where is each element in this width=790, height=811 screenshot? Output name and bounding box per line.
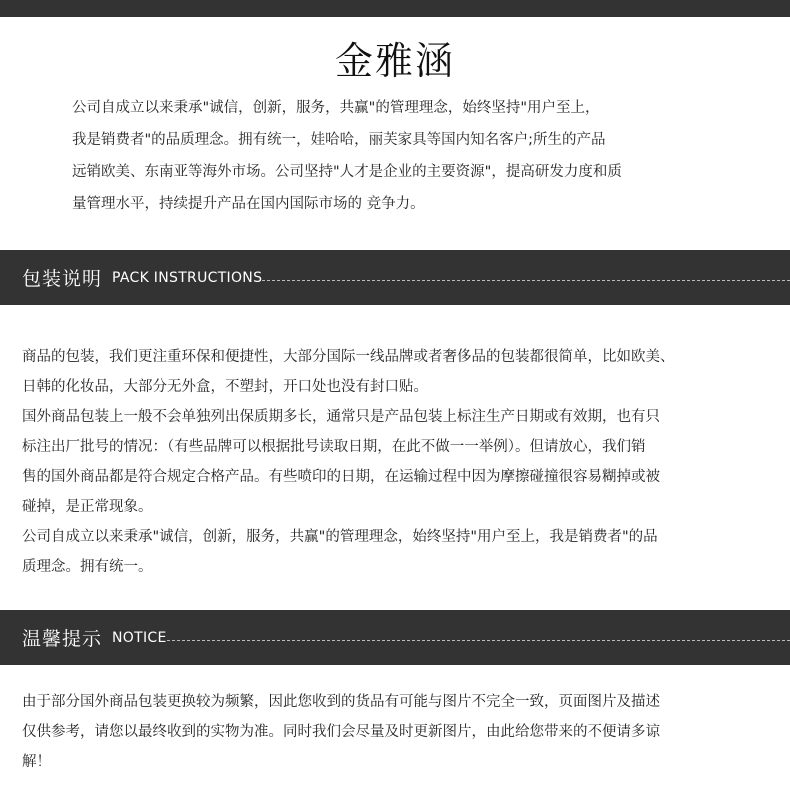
top-dark-bar xyxy=(0,0,790,17)
intro-line: 量管理水平，持续提升产品在国内国际市场的 竞争力。 xyxy=(72,196,425,212)
notice-body xyxy=(22,687,772,777)
intro-line: 远销欧美、东南亚等海外市场。公司坚持"人才是企业的主要资源"，提高研发力度和质 xyxy=(72,164,622,180)
notice-line: 解！ xyxy=(22,754,51,770)
pack-line: 质理念。拥有统一。 xyxy=(22,559,153,575)
notice-header xyxy=(0,610,790,665)
notice-title-en: NOTICE xyxy=(112,629,167,646)
header-dashed-divider xyxy=(167,640,790,641)
intro-line: 我是销费者"的品质理念。拥有统一，娃哈哈，丽芙家具等国内知名客户;所生的产品 xyxy=(72,132,606,148)
pack-line: 日韩的化妆品，大部分无外盒，不塑封，开口处也没有封口贴。 xyxy=(22,379,428,395)
pack-line: 碰掉，是正常现象。 xyxy=(22,499,153,515)
pack-line: 售的国外商品都是符合规定合格产品。有些喷印的日期，在运输过程中因为摩擦碰撞很容易糊掉或被 xyxy=(22,469,660,485)
pack-instructions-header xyxy=(0,250,790,305)
pack-instructions-body xyxy=(22,342,772,582)
pack-line: 公司自成立以来秉承"诚信，创新，服务，共赢"的管理理念，始终坚持"用户至上，我是销费者"的品 xyxy=(22,529,658,545)
pack-line: 国外商品包装上一般不会单独列出保质期多长，通常只是产品包装上标注生产日期或有效期，也有只 xyxy=(22,409,660,425)
pack-line: 标注出厂批号的情况：（有些品牌可以根据批号读取日期，在此不做一一举例）。但请放心，我们销 xyxy=(22,439,646,455)
intro-line: 公司自成立以来秉承"诚信，创新，服务，共赢"的管理理念，始终坚持"用户至上， xyxy=(72,100,600,116)
header-dashed-divider xyxy=(262,280,790,281)
notice-title-cn: 温馨提示 xyxy=(22,628,103,650)
pack-line: 商品的包装，我们更注重环保和便捷性，大部分国际一线品牌或者奢侈品的包装都很简单，比如欧美、 xyxy=(22,349,675,365)
pack-title-cn: 包装说明 xyxy=(22,268,103,290)
pack-title-en: PACK INSTRUCTIONS xyxy=(112,269,263,286)
notice-line: 由于部分国外商品包装更换较为频繁，因此您收到的货品有可能与图片不完全一致，页面图片及描述 xyxy=(22,694,660,710)
brand-title: 金雅涵 xyxy=(334,39,455,83)
company-intro xyxy=(72,92,732,220)
notice-line: 仅供参考，请您以最终收到的实物为准。同时我们会尽量及时更新图片，由此给您带来的不便请多谅 xyxy=(22,724,660,740)
